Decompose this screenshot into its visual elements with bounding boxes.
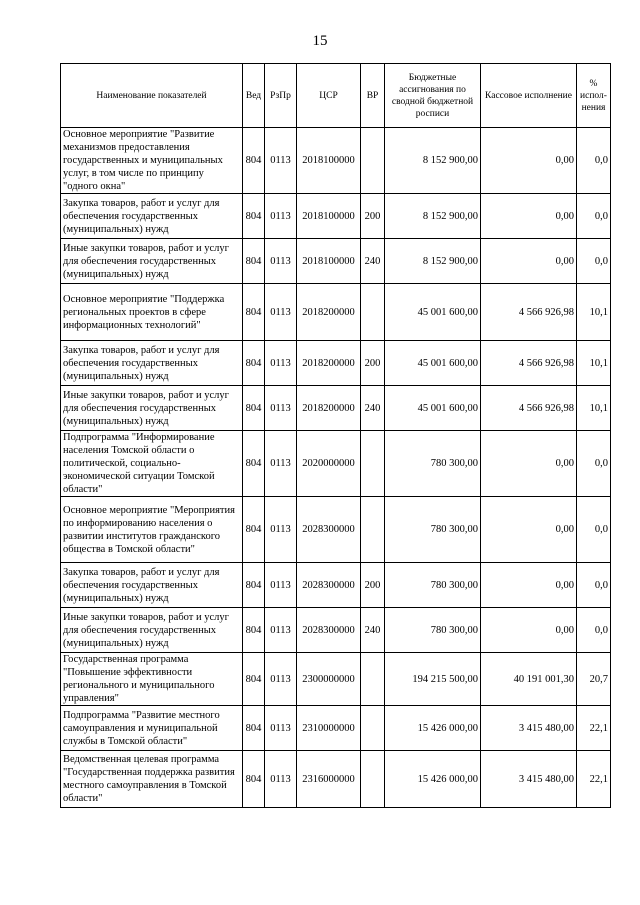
cell-name: Закупка товаров, работ и услуг для обеспечения государственных (муниципальных) нужд bbox=[61, 341, 243, 386]
header-pct: % испол- нения bbox=[577, 64, 611, 128]
cell-pct: 0,0 bbox=[577, 497, 611, 563]
cell-pct: 10,1 bbox=[577, 284, 611, 341]
cell-rzpr: 0113 bbox=[265, 751, 297, 808]
cell-cash: 0,00 bbox=[481, 563, 577, 608]
cell-vr bbox=[361, 284, 385, 341]
cell-rzpr: 0113 bbox=[265, 128, 297, 194]
table-row bbox=[61, 341, 611, 386]
header-budget: Бюджетные ассигнования по сводной бюджетной росписи bbox=[385, 64, 481, 128]
cell-csr: 2018100000 bbox=[297, 128, 361, 194]
cell-budget: 8 152 900,00 bbox=[385, 128, 481, 194]
cell-ved: 804 bbox=[243, 194, 265, 239]
cell-budget: 194 215 500,00 bbox=[385, 653, 481, 706]
cell-rzpr: 0113 bbox=[265, 386, 297, 431]
cell-rzpr: 0113 bbox=[265, 341, 297, 386]
cell-budget: 45 001 600,00 bbox=[385, 284, 481, 341]
header-vr: ВР bbox=[361, 64, 385, 128]
cell-cash: 3 415 480,00 bbox=[481, 706, 577, 751]
cell-pct: 0,0 bbox=[577, 239, 611, 284]
cell-budget: 45 001 600,00 bbox=[385, 341, 481, 386]
cell-cash: 4 566 926,98 bbox=[481, 341, 577, 386]
cell-cash: 0,00 bbox=[481, 128, 577, 194]
table-row bbox=[61, 194, 611, 239]
cell-pct: 10,1 bbox=[577, 341, 611, 386]
table-row bbox=[61, 386, 611, 431]
cell-name: Иные закупки товаров, работ и услуг для обеспечения государственных (муниципальных) нужд bbox=[61, 608, 243, 653]
cell-ved: 804 bbox=[243, 497, 265, 563]
cell-pct: 22,1 bbox=[577, 751, 611, 808]
cell-csr: 2018200000 bbox=[297, 341, 361, 386]
cell-csr: 2300000000 bbox=[297, 653, 361, 706]
cell-pct: 0,0 bbox=[577, 608, 611, 653]
cell-name: Подпрограмма "Развитие местного самоуправления и муниципальной службы в Томской области" bbox=[61, 706, 243, 751]
cell-ved: 804 bbox=[243, 431, 265, 497]
cell-ved: 804 bbox=[243, 706, 265, 751]
cell-cash: 0,00 bbox=[481, 239, 577, 284]
cell-vr: 240 bbox=[361, 386, 385, 431]
table-row bbox=[61, 706, 611, 751]
cell-ved: 804 bbox=[243, 239, 265, 284]
table-row bbox=[61, 284, 611, 341]
budget-execution-table bbox=[60, 63, 611, 808]
cell-name: Основное мероприятие "Развитие механизмов предоставления государственных и муниципальных услуг, в том числе по принципу "одного окна" bbox=[61, 128, 243, 194]
cell-pct: 0,0 bbox=[577, 194, 611, 239]
table-row bbox=[61, 497, 611, 563]
cell-ved: 804 bbox=[243, 128, 265, 194]
table-row bbox=[61, 239, 611, 284]
table-row bbox=[61, 751, 611, 808]
page-number: 15 bbox=[312, 33, 328, 49]
cell-csr: 2018100000 bbox=[297, 239, 361, 284]
cell-cash: 4 566 926,98 bbox=[481, 284, 577, 341]
cell-pct: 10,1 bbox=[577, 386, 611, 431]
header-ved: Вед bbox=[243, 64, 265, 128]
cell-vr: 200 bbox=[361, 563, 385, 608]
cell-name: Ведомственная целевая программа "Государственная поддержка развития местного самоуправления в Томской области" bbox=[61, 751, 243, 808]
cell-vr bbox=[361, 128, 385, 194]
cell-csr: 2028300000 bbox=[297, 563, 361, 608]
cell-rzpr: 0113 bbox=[265, 239, 297, 284]
cell-budget: 780 300,00 bbox=[385, 431, 481, 497]
cell-budget: 15 426 000,00 bbox=[385, 706, 481, 751]
cell-pct: 0,0 bbox=[577, 431, 611, 497]
header-cash: Кассовое исполнение bbox=[481, 64, 577, 128]
table-header-row bbox=[61, 64, 611, 128]
cell-rzpr: 0113 bbox=[265, 563, 297, 608]
cell-csr: 2018100000 bbox=[297, 194, 361, 239]
cell-vr: 240 bbox=[361, 608, 385, 653]
cell-csr: 2020000000 bbox=[297, 431, 361, 497]
cell-csr: 2018200000 bbox=[297, 284, 361, 341]
cell-csr: 2028300000 bbox=[297, 497, 361, 563]
cell-name: Иные закупки товаров, работ и услуг для обеспечения государственных (муниципальных) нужд bbox=[61, 239, 243, 284]
cell-ved: 804 bbox=[243, 608, 265, 653]
cell-budget: 8 152 900,00 bbox=[385, 194, 481, 239]
cell-csr: 2310000000 bbox=[297, 706, 361, 751]
cell-cash: 4 566 926,98 bbox=[481, 386, 577, 431]
cell-cash: 40 191 001,30 bbox=[481, 653, 577, 706]
cell-name: Иные закупки товаров, работ и услуг для обеспечения государственных (муниципальных) нужд bbox=[61, 386, 243, 431]
cell-vr bbox=[361, 431, 385, 497]
cell-pct: 0,0 bbox=[577, 563, 611, 608]
cell-vr bbox=[361, 751, 385, 808]
cell-rzpr: 0113 bbox=[265, 608, 297, 653]
cell-ved: 804 bbox=[243, 751, 265, 808]
cell-cash: 0,00 bbox=[481, 194, 577, 239]
cell-rzpr: 0113 bbox=[265, 431, 297, 497]
cell-rzpr: 0113 bbox=[265, 706, 297, 751]
cell-pct: 0,0 bbox=[577, 128, 611, 194]
cell-vr: 200 bbox=[361, 341, 385, 386]
cell-budget: 15 426 000,00 bbox=[385, 751, 481, 808]
cell-budget: 45 001 600,00 bbox=[385, 386, 481, 431]
cell-pct: 22,1 bbox=[577, 706, 611, 751]
cell-vr bbox=[361, 653, 385, 706]
table-row bbox=[61, 653, 611, 706]
cell-name: Закупка товаров, работ и услуг для обеспечения государственных (муниципальных) нужд bbox=[61, 563, 243, 608]
table-row bbox=[61, 128, 611, 194]
cell-cash: 3 415 480,00 bbox=[481, 751, 577, 808]
cell-csr: 2028300000 bbox=[297, 608, 361, 653]
table-row bbox=[61, 608, 611, 653]
cell-name: Закупка товаров, работ и услуг для обеспечения государственных (муниципальных) нужд bbox=[61, 194, 243, 239]
header-rzpr: РзПр bbox=[265, 64, 297, 128]
cell-name: Основное мероприятие "Поддержка региональных проектов в сфере информационных технологий" bbox=[61, 284, 243, 341]
table-body bbox=[61, 128, 611, 808]
cell-ved: 804 bbox=[243, 341, 265, 386]
cell-vr: 240 bbox=[361, 239, 385, 284]
cell-rzpr: 0113 bbox=[265, 653, 297, 706]
cell-name: Подпрограмма "Информирование населения Томской области о политической, социально-экономической ситуации Томской области" bbox=[61, 431, 243, 497]
cell-rzpr: 0113 bbox=[265, 284, 297, 341]
cell-vr: 200 bbox=[361, 194, 385, 239]
cell-csr: 2316000000 bbox=[297, 751, 361, 808]
cell-ved: 804 bbox=[243, 653, 265, 706]
cell-ved: 804 bbox=[243, 563, 265, 608]
header-name: Наименование показателей bbox=[61, 64, 243, 128]
cell-budget: 8 152 900,00 bbox=[385, 239, 481, 284]
cell-budget: 780 300,00 bbox=[385, 497, 481, 563]
cell-cash: 0,00 bbox=[481, 497, 577, 563]
cell-vr bbox=[361, 497, 385, 563]
cell-cash: 0,00 bbox=[481, 431, 577, 497]
cell-name: Государственная программа "Повышение эффективности регионального и муниципального управления" bbox=[61, 653, 243, 706]
cell-rzpr: 0113 bbox=[265, 497, 297, 563]
cell-vr bbox=[361, 706, 385, 751]
cell-ved: 804 bbox=[243, 386, 265, 431]
table-row bbox=[61, 431, 611, 497]
table-row bbox=[61, 563, 611, 608]
header-csr: ЦСР bbox=[297, 64, 361, 128]
cell-pct: 20,7 bbox=[577, 653, 611, 706]
cell-cash: 0,00 bbox=[481, 608, 577, 653]
cell-ved: 804 bbox=[243, 284, 265, 341]
cell-name: Основное мероприятие "Мероприятия по информированию населения о развитии институтов гражданского общества в Томской области" bbox=[61, 497, 243, 563]
cell-csr: 2018200000 bbox=[297, 386, 361, 431]
cell-budget: 780 300,00 bbox=[385, 608, 481, 653]
cell-rzpr: 0113 bbox=[265, 194, 297, 239]
cell-budget: 780 300,00 bbox=[385, 563, 481, 608]
